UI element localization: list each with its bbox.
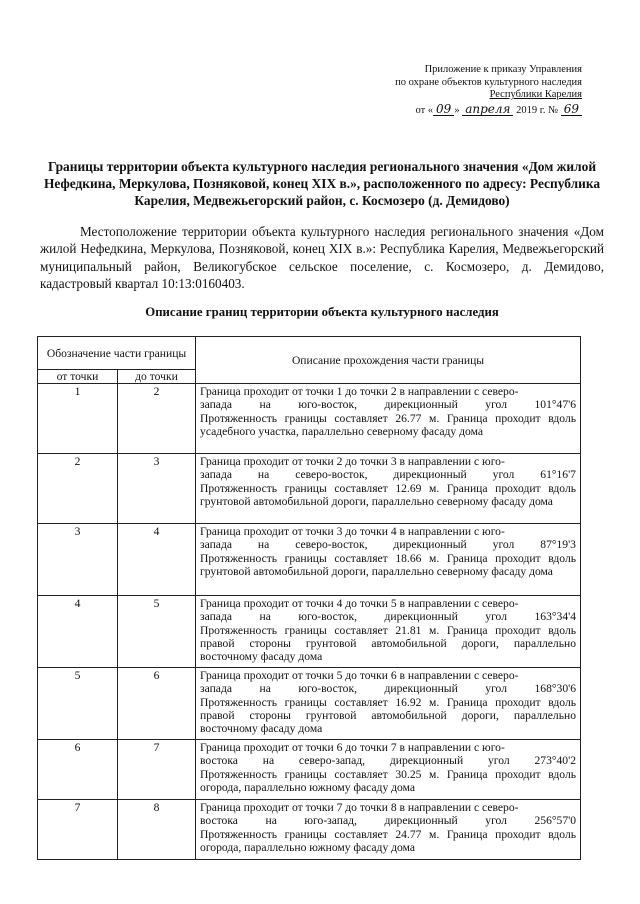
angle-line-word: на [259, 610, 271, 624]
table-row [38, 668, 581, 740]
angle-line-word: северо-запад, [298, 754, 366, 768]
description-angle-line [200, 682, 576, 695]
annex-date-line [395, 103, 582, 118]
angle-line-word: дирекционный [393, 538, 467, 552]
table-row [38, 384, 581, 454]
cell-description [196, 596, 581, 668]
description-angle-line [200, 754, 576, 767]
angle-line-word: 163°34'4 [534, 610, 577, 624]
angle-line-word: юго-восток, [298, 682, 357, 696]
angle-line-word: запада [200, 538, 232, 552]
cell-from-point: 2 [38, 454, 118, 524]
description-line-1: Граница проходит от точки 4 до точки 5 в направлении с северо- [200, 597, 519, 610]
description-line-1: Граница проходит от точки 3 до точки 4 в направлении с юго- [200, 525, 505, 538]
description-length-text: Протяженность границы составляет 26.77 м. Граница проходит вдоль усадебного участка, параллельно северному фасаду дома [200, 411, 577, 438]
cell-from-point: 7 [38, 800, 118, 860]
angle-line-word: дирекционный [384, 398, 458, 412]
cell-description [196, 740, 581, 800]
angle-line-word: востока [200, 814, 238, 828]
boundary-table [37, 336, 581, 860]
angle-line-word: угол [485, 682, 507, 696]
annex-line-2: по охране объектов культурного наследия [395, 76, 582, 88]
cell-from-point: 5 [38, 668, 118, 740]
angle-line-word: угол [492, 468, 515, 482]
date-year: 2019 г. № [516, 104, 559, 116]
table-body [38, 384, 581, 860]
cell-from-point: 4 [38, 596, 118, 668]
angle-line-word: угол [485, 814, 507, 828]
angle-line-word: на [265, 814, 277, 828]
angle-line-word: востока [200, 754, 238, 768]
header-boundary-part: Обозначение части границы [38, 337, 196, 370]
angle-line-word: дирекционный [389, 754, 464, 768]
angle-line-word: 168°30'6 [534, 682, 577, 696]
angle-line-word: 61°16'7 [540, 468, 576, 482]
description-angle-line [200, 814, 576, 827]
date-prefix: от « [415, 104, 434, 116]
description-line-1: Граница проходит от точки 2 до точки 3 в направлении с юго- [200, 455, 505, 468]
angle-line-word: северо-восток, [295, 538, 368, 552]
description-angle-line [200, 398, 576, 411]
handwritten-day: 09 [433, 103, 454, 116]
header-description: Описание прохождения части границы [196, 337, 581, 384]
cell-to-point: 5 [118, 596, 196, 668]
angle-line-word: дирекционный [384, 682, 458, 696]
cell-from-point: 3 [38, 524, 118, 596]
angle-line-word: дирекционный [384, 610, 458, 624]
angle-line-word: 101°47'6 [534, 398, 577, 412]
description-length-text: Протяженность границы составляет 30.25 м. Граница проходит вдоль огорода, параллельно южному фасаду дома [200, 767, 577, 794]
description-angle-line [200, 610, 576, 623]
annex-header [395, 64, 582, 117]
angle-line-word: угол [485, 610, 507, 624]
table-row [38, 800, 581, 860]
angle-line-word: 256°57'0 [534, 814, 577, 828]
angle-line-word: северо-восток, [295, 468, 368, 482]
angle-line-word: юго-запад, [304, 814, 357, 828]
angle-line-word: юго-восток, [298, 398, 357, 412]
description-length-text: Протяженность границы составляет 12.69 м. Граница проходит вдоль грунтовой автомобильной дороги, параллельно северному фасаду дома [200, 481, 577, 508]
cell-from-point: 1 [38, 384, 118, 454]
angle-line-word: 273°40'2 [534, 754, 576, 768]
handwritten-month: апреля [462, 103, 513, 116]
angle-line-word: угол [485, 398, 507, 412]
cell-to-point: 3 [118, 454, 196, 524]
table-title: Описание границ территории объекта культурного наследия [145, 305, 499, 319]
table-row [38, 596, 581, 668]
cell-to-point: 6 [118, 668, 196, 740]
cell-description [196, 524, 581, 596]
angle-line-word: 87°19'3 [540, 538, 576, 552]
annex-line-3: Республики Карелия [489, 89, 582, 101]
table-row [38, 454, 581, 524]
angle-line-word: на [259, 682, 271, 696]
angle-line-word: дирекционный [384, 814, 458, 828]
annex-line-1: Приложение к приказу Управления [424, 64, 582, 75]
description-angle-line [200, 538, 576, 551]
handwritten-number: 69 [561, 103, 582, 116]
cell-description [196, 454, 581, 524]
angle-line-word: на [259, 398, 271, 412]
description-length-text: Протяженность границы составляет 18.66 м. Граница проходит вдоль грунтовой автомобильной дороги, параллельно северному фасаду дома [200, 551, 577, 578]
document-title: Границы территории объекта культурного наследия регионального значения «Дом жилой Нефедкина, Меркулова, Позняковой, конец XIX в.», расположенного по адресу: Республика Карелия, Медвежьегорский район, с. Космозеро (д. Демидово) [43, 159, 601, 208]
angle-line-word: на [257, 538, 270, 552]
location-paragraph: Местоположение территории объекта культурного наследия регионального значения «Дом жилой Нефедкина, Меркулова, Позняковой, конец XIX в.»: Республика Карелия, Медвежьегорский муниципальный район, Великогубское сельское поселение, с. Космозеро, д. Демидово, кадастровый квартал 10:13:0160403. [40, 224, 604, 292]
angle-line-word: на [262, 754, 275, 768]
description-line-1: Граница проходит от точки 7 до точки 8 в направлении с северо- [200, 801, 519, 814]
cell-description [196, 800, 581, 860]
description-length-text: Протяженность границы составляет 24.77 м. Граница проходит вдоль огорода, параллельно южному фасаду дома [200, 827, 577, 854]
table-row [38, 740, 581, 800]
date-mid: » [454, 104, 460, 116]
angle-line-word: угол [487, 754, 510, 768]
table-row [38, 524, 581, 596]
header-to-point: до точки [118, 370, 196, 384]
angle-line-word: на [257, 468, 270, 482]
angle-line-word: запада [200, 468, 232, 482]
description-angle-line [200, 468, 576, 481]
description-line-1: Граница проходит от точки 5 до точки 6 в направлении с северо- [200, 669, 519, 682]
cell-to-point: 7 [118, 740, 196, 800]
angle-line-word: угол [492, 538, 515, 552]
description-line-1: Граница проходит от точки 6 до точки 7 в направлении с юго- [200, 741, 505, 754]
cell-description [196, 384, 581, 454]
angle-line-word: юго-восток, [298, 610, 357, 624]
description-length-text: Протяженность границы составляет 16.92 м. Граница проходит вдоль правой стороны грунтовой автомобильной дороги, параллельно восточному фасаду дома [200, 695, 577, 736]
angle-line-word: дирекционный [393, 468, 467, 482]
cell-to-point: 2 [118, 384, 196, 454]
angle-line-word: запада [200, 682, 232, 696]
description-line-1: Граница проходит от точки 1 до точки 2 в направлении с северо- [200, 385, 519, 398]
cell-description [196, 668, 581, 740]
angle-line-word: запада [200, 610, 232, 624]
table-header-row [38, 337, 581, 370]
cell-to-point: 4 [118, 524, 196, 596]
angle-line-word: запада [200, 398, 232, 412]
header-from-point: от точки [38, 370, 118, 384]
cell-from-point: 6 [38, 740, 118, 800]
description-length-text: Протяженность границы составляет 21.81 м. Граница проходит вдоль правой стороны грунтовой автомобильной дороги, параллельно восточному фасаду дома [200, 623, 577, 664]
cell-to-point: 8 [118, 800, 196, 860]
